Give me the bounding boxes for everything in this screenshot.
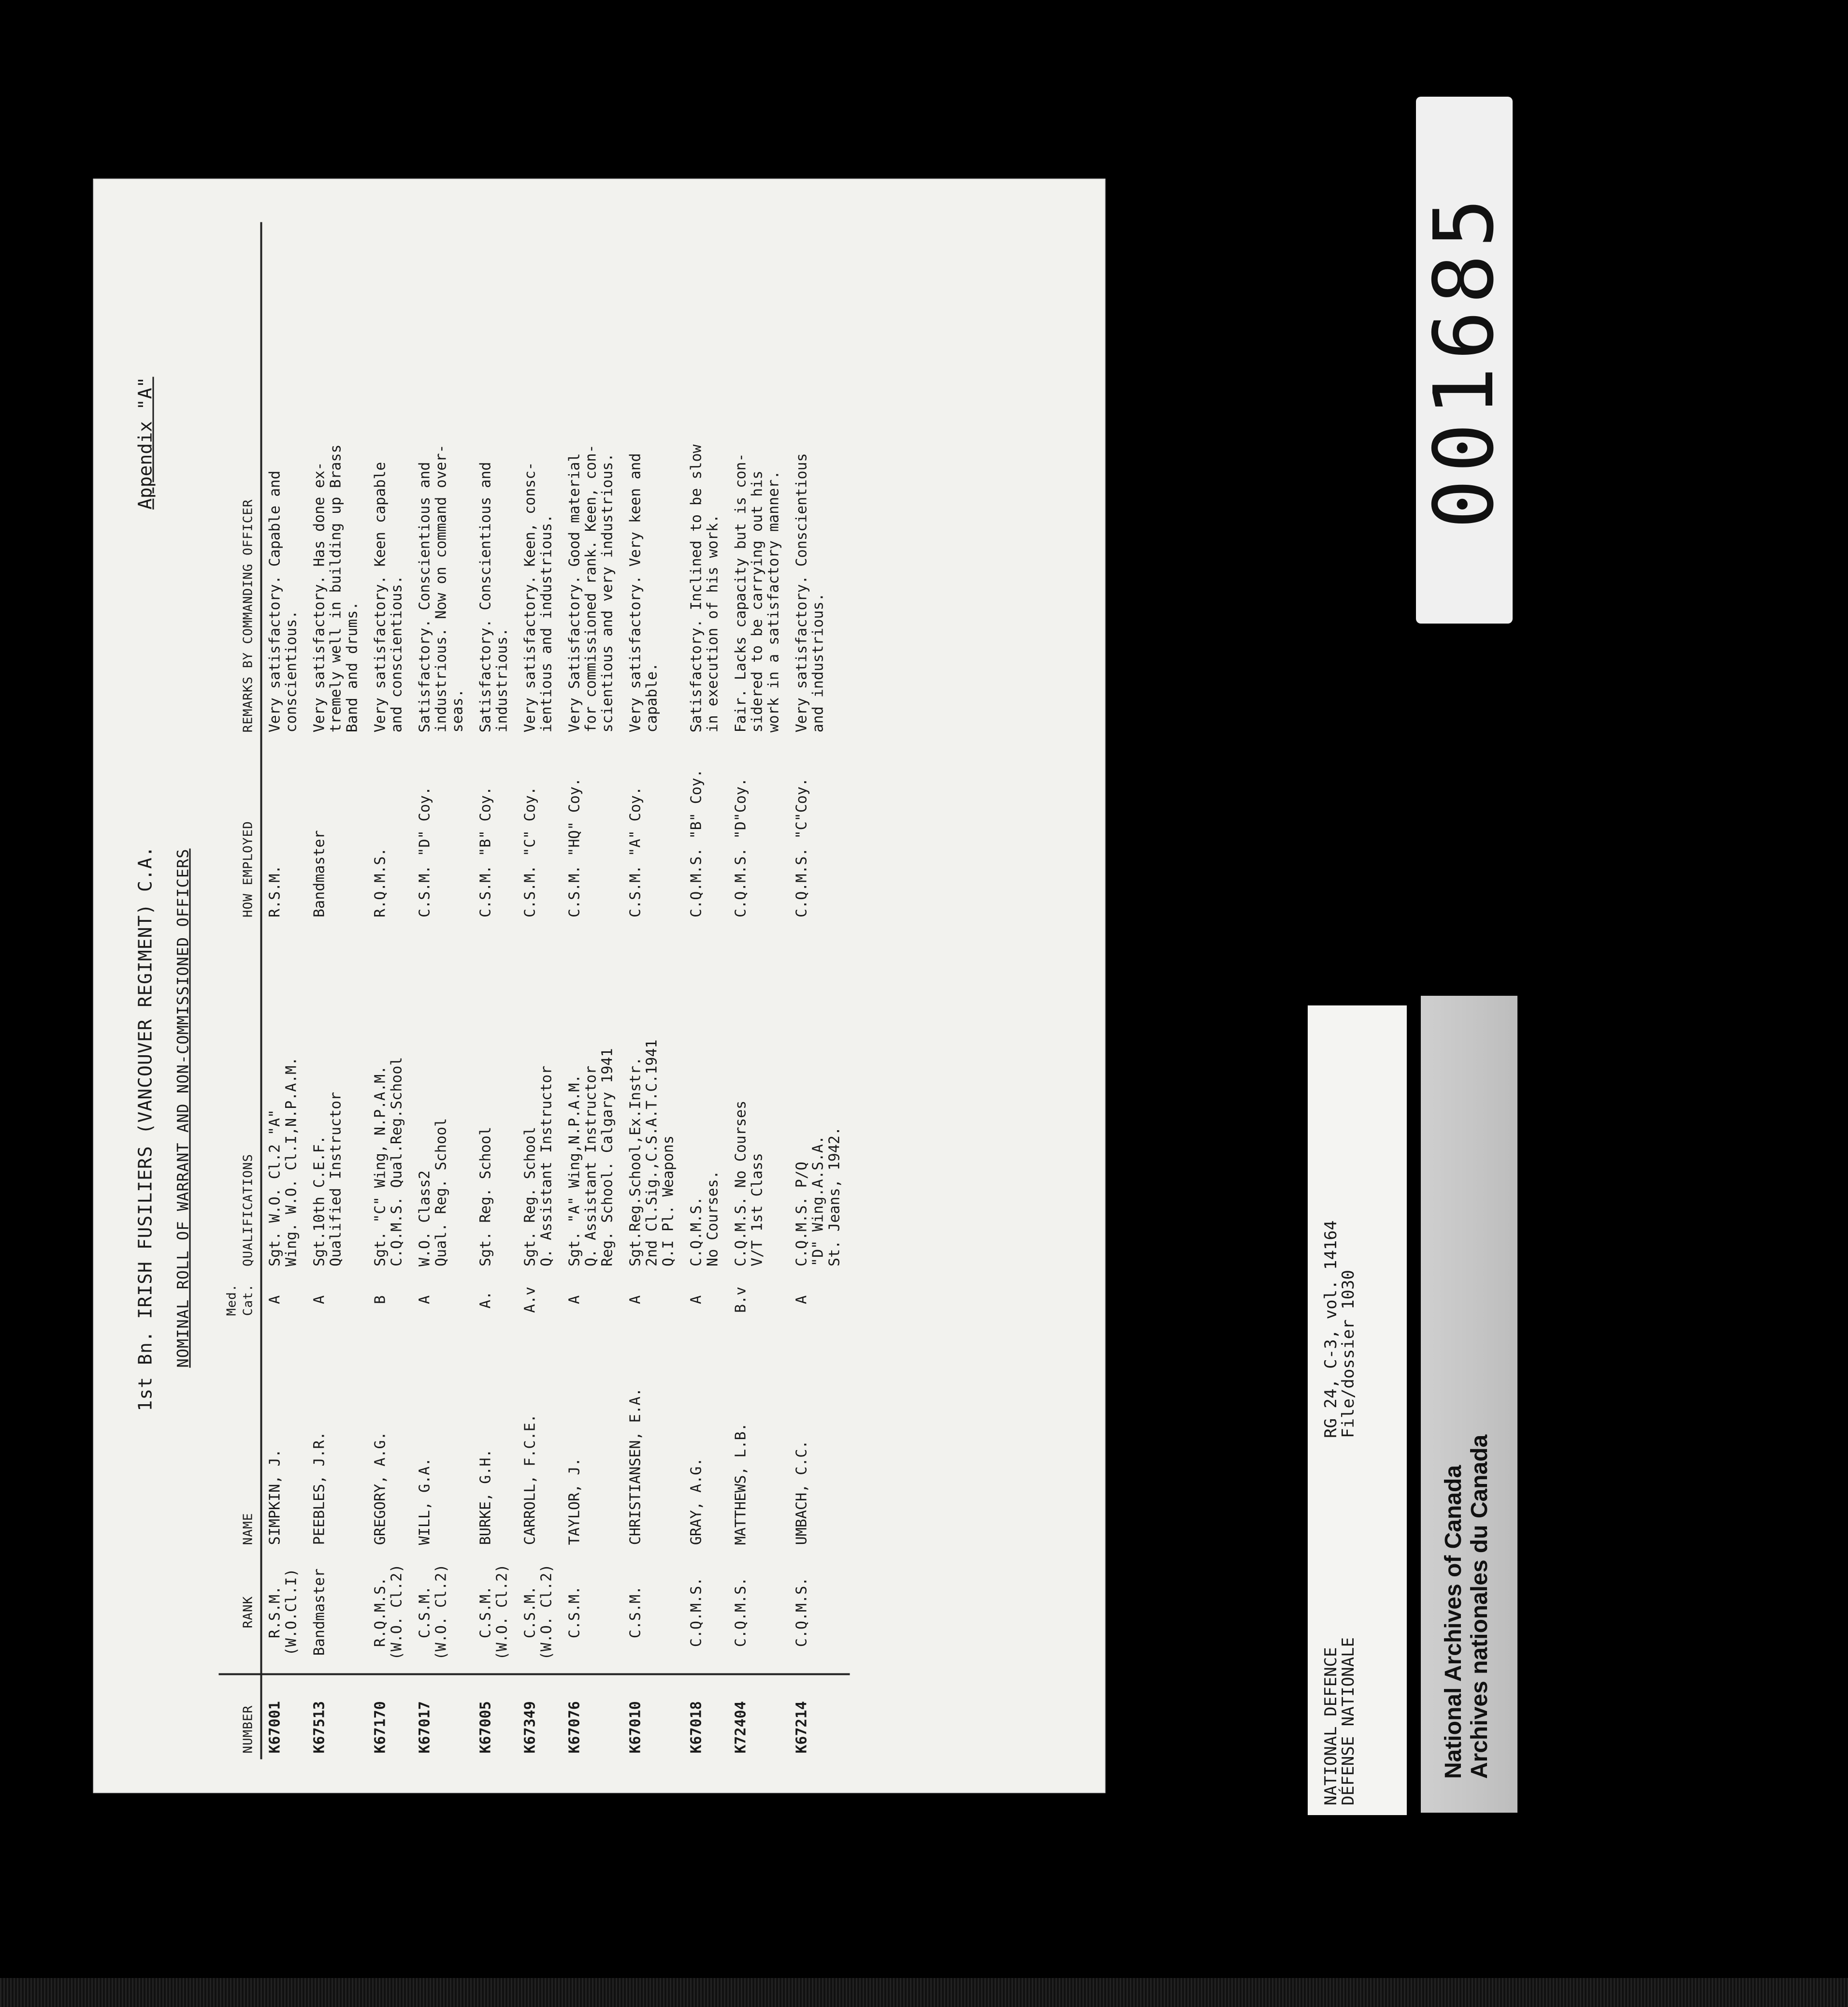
cell-qualifications: Sgt. "C" Wing, N.P.A.M. C.Q.M.S. Qual.Reg.School	[372, 1057, 405, 1266]
cell-rank: C.S.M.	[566, 1585, 583, 1639]
cell-remarks: Satisfactory. Conscientious and industrious.	[477, 462, 511, 733]
cell-employed: C.Q.M.S. "C"Coy.	[793, 778, 810, 918]
cell-number: K67010	[623, 1674, 684, 1760]
cell-employed: Bandmaster	[311, 830, 328, 918]
cell-remarks: Very satisfactory. Keen capable and conscientious.	[372, 462, 405, 733]
cell-rank: C.Q.M.S.	[688, 1577, 705, 1647]
cell-remarks: Very satisfactory. Keen, consc- ientious and industrious.	[521, 462, 555, 733]
cell-name: MATTHEWS, L.B.	[732, 1423, 750, 1545]
cell-remarks: Very satisfactory. Capable and conscientious.	[266, 470, 300, 733]
cell-employed: C.S.M. "D" Coy.	[416, 786, 433, 918]
cell-qualifications: C.Q.M.S. No Courses.	[688, 1170, 722, 1266]
cell-qualifications: C.Q.M.S. P/Q "D" Wing.A.S.A. St. Jeans, 1942.	[793, 1127, 843, 1266]
table-header-row	[219, 222, 261, 1760]
header-med-cat: Med. Cat.	[219, 1272, 261, 1327]
archive-reference-text: RG 24, C-3, vol. 14164 File/dossier 1030	[1321, 1220, 1358, 1438]
cell-number: K67005	[473, 1674, 518, 1760]
cell-qualifications: W.O. Class2 Qual. Reg. School	[416, 1118, 450, 1266]
cell-remarks: Satisfactory. Conscientious and industrious. Now on command over- seas.	[416, 444, 466, 733]
cell-number: K72404	[728, 1674, 789, 1760]
cell-rank: C.S.M. (W.O. Cl.2)	[477, 1564, 511, 1660]
table-row	[473, 222, 518, 1760]
cell-remarks: Fair. Lacks capacity but is con- sidered to be carrying out his work in a satisfactory manner.	[732, 453, 782, 733]
table-row	[684, 222, 728, 1760]
archive-reference-label	[1308, 1005, 1407, 1815]
document-title: 1st Bn. IRISH FUSILIERS (VANCOUVER REGIMENT) C.A.	[134, 845, 156, 1411]
national-defence-text: NATIONAL DEFENCE DÉFENSE NATIONALE	[1321, 1637, 1358, 1805]
document-sheet	[93, 179, 1105, 1793]
cell-remarks: Very satisfactory. Has done ex- tremely well in building up Brass Band and drums.	[311, 444, 361, 733]
frame-counter-number: 001685	[1416, 191, 1512, 529]
cell-employed: C.S.M. "B" Coy.	[477, 786, 494, 918]
cell-med-cat: B	[372, 1295, 389, 1304]
header-number: NUMBER	[219, 1674, 261, 1760]
cell-remarks: Satisfactory. Inclined to be slow in execution of his work.	[688, 444, 722, 733]
cell-name: GRAY, A.G.	[688, 1457, 705, 1545]
table-row	[623, 222, 684, 1760]
cell-name: CARROLL, F.C.E.	[521, 1414, 539, 1545]
cell-name: PEEBLES, J.R.	[311, 1431, 328, 1545]
cell-qualifications: Sgt. W.O. Cl.2 "A" Wing. W.O. Cl.I,N.P.A.M.	[266, 1057, 300, 1266]
cell-name: BURKE, G.H.	[477, 1449, 494, 1545]
cell-med-cat: A	[566, 1295, 583, 1304]
cell-rank: C.Q.M.S.	[732, 1577, 750, 1647]
table-row	[368, 222, 412, 1760]
cell-med-cat: B.v	[732, 1286, 750, 1313]
cell-rank: R.S.M. (W.O.Cl.I)	[266, 1568, 300, 1656]
cell-number: K67513	[307, 1674, 368, 1760]
cell-med-cat: A	[793, 1295, 810, 1304]
cell-remarks: Very satisfactory. Very keen and capable.	[627, 453, 661, 733]
cell-employed: C.S.M. "HQ" Coy.	[566, 778, 583, 918]
cell-employed: C.Q.M.S. "D"Coy.	[732, 778, 750, 918]
cell-number: K67018	[684, 1674, 728, 1760]
table-body	[261, 222, 850, 1760]
cell-name: SIMPKIN, J.	[266, 1449, 284, 1545]
cell-employed: R.Q.M.S.	[372, 847, 389, 918]
cell-name: UMBACH, C.C.	[793, 1440, 810, 1545]
document-subtitle: NOMINAL ROLL OF WARRANT AND NON-COMMISSIONED OFFICERS	[173, 848, 192, 1368]
cell-employed: R.S.M.	[266, 865, 284, 918]
cell-qualifications: Sgt.Reg.School,Ex.Instr. 2nd Cl.Sig.,C.S.A.T.C.1941 Q.I Pl. Weapons	[627, 1039, 677, 1266]
cell-name: CHRISTIANSEN, E.A.	[627, 1388, 644, 1545]
cell-med-cat: A.	[477, 1291, 494, 1309]
cell-employed: C.Q.M.S. "B" Coy.	[688, 769, 705, 918]
cell-number: K67170	[368, 1674, 412, 1760]
table-row	[728, 222, 789, 1760]
cell-rank: Bandmaster	[311, 1568, 328, 1656]
header-qualifications: QUALIFICATIONS	[219, 923, 261, 1272]
cell-number: K67001	[261, 1674, 307, 1760]
cell-med-cat: A	[688, 1295, 705, 1304]
cell-qualifications: Sgt. "A" Wing,N.P.A.M. Q. Assistant Instructor Reg. School. Calgary 1941	[566, 1048, 616, 1266]
archives-name-en: National Archives of Canada	[1441, 1465, 1466, 1779]
archives-name-fr: Archives nationales du Canada	[1467, 1434, 1492, 1779]
cell-rank: C.S.M. (W.O. Cl.2)	[416, 1564, 450, 1660]
table-row	[261, 222, 307, 1760]
cell-rank: C.Q.M.S.	[793, 1577, 810, 1647]
cell-name: TAYLOR, J.	[566, 1457, 583, 1545]
cell-number: K67076	[562, 1674, 623, 1760]
table-row	[412, 222, 473, 1760]
cell-med-cat: A	[266, 1295, 284, 1304]
document-page	[93, 179, 1106, 1793]
cell-rank: C.S.M.	[627, 1585, 644, 1639]
appendix-label: Appendix "A"	[134, 377, 156, 510]
header-name: NAME	[219, 1327, 261, 1551]
film-edge-strip	[0, 1978, 1848, 2007]
cell-employed: C.S.M. "C" Coy.	[521, 786, 539, 918]
nominal-roll-table	[219, 222, 850, 1760]
header-rank: RANK	[219, 1551, 261, 1674]
cell-qualifications: Sgt.10th C.E.F. Qualified Instructor	[311, 1091, 345, 1266]
cell-med-cat: A	[416, 1295, 433, 1304]
cell-remarks: Very Satisfactory. Good material for commissioned rank. Keen, con- scientious and very industrious.	[566, 444, 616, 733]
cell-number: K67017	[412, 1674, 473, 1760]
table-row	[789, 222, 850, 1760]
cell-number: K67214	[789, 1674, 850, 1760]
cell-remarks: Very satisfactory. Conscientious and industrious.	[793, 453, 827, 733]
cell-rank: C.S.M. (W.O. Cl.2)	[521, 1564, 555, 1660]
cell-med-cat: A.v	[521, 1286, 539, 1313]
cell-rank: R.Q.M.S. (W.O. Cl.2)	[372, 1564, 405, 1660]
frame-counter	[1416, 97, 1513, 624]
cell-qualifications: Sgt. Reg. School	[477, 1127, 494, 1266]
national-archives-label	[1421, 996, 1517, 1813]
table-row	[518, 222, 562, 1760]
header-how-employed: HOW EMPLOYED	[219, 738, 261, 923]
header-remarks: REMARKS BY COMMANDING OFFICER	[219, 222, 261, 739]
cell-name: GREGORY, A.G.	[372, 1431, 389, 1545]
table-row	[562, 222, 623, 1760]
cell-name: WILL, G.A.	[416, 1457, 433, 1545]
cell-qualifications: Sgt. Reg. School Q. Assistant Instructor	[521, 1065, 555, 1266]
cell-med-cat: A	[311, 1295, 328, 1304]
cell-number: K67349	[518, 1674, 562, 1760]
cell-qualifications: C.Q.M.S. No Courses V/T 1st Class	[732, 1100, 766, 1266]
table-row	[307, 222, 368, 1760]
cell-employed: C.S.M. "A" Coy.	[627, 786, 644, 918]
cell-med-cat: A	[627, 1295, 644, 1304]
